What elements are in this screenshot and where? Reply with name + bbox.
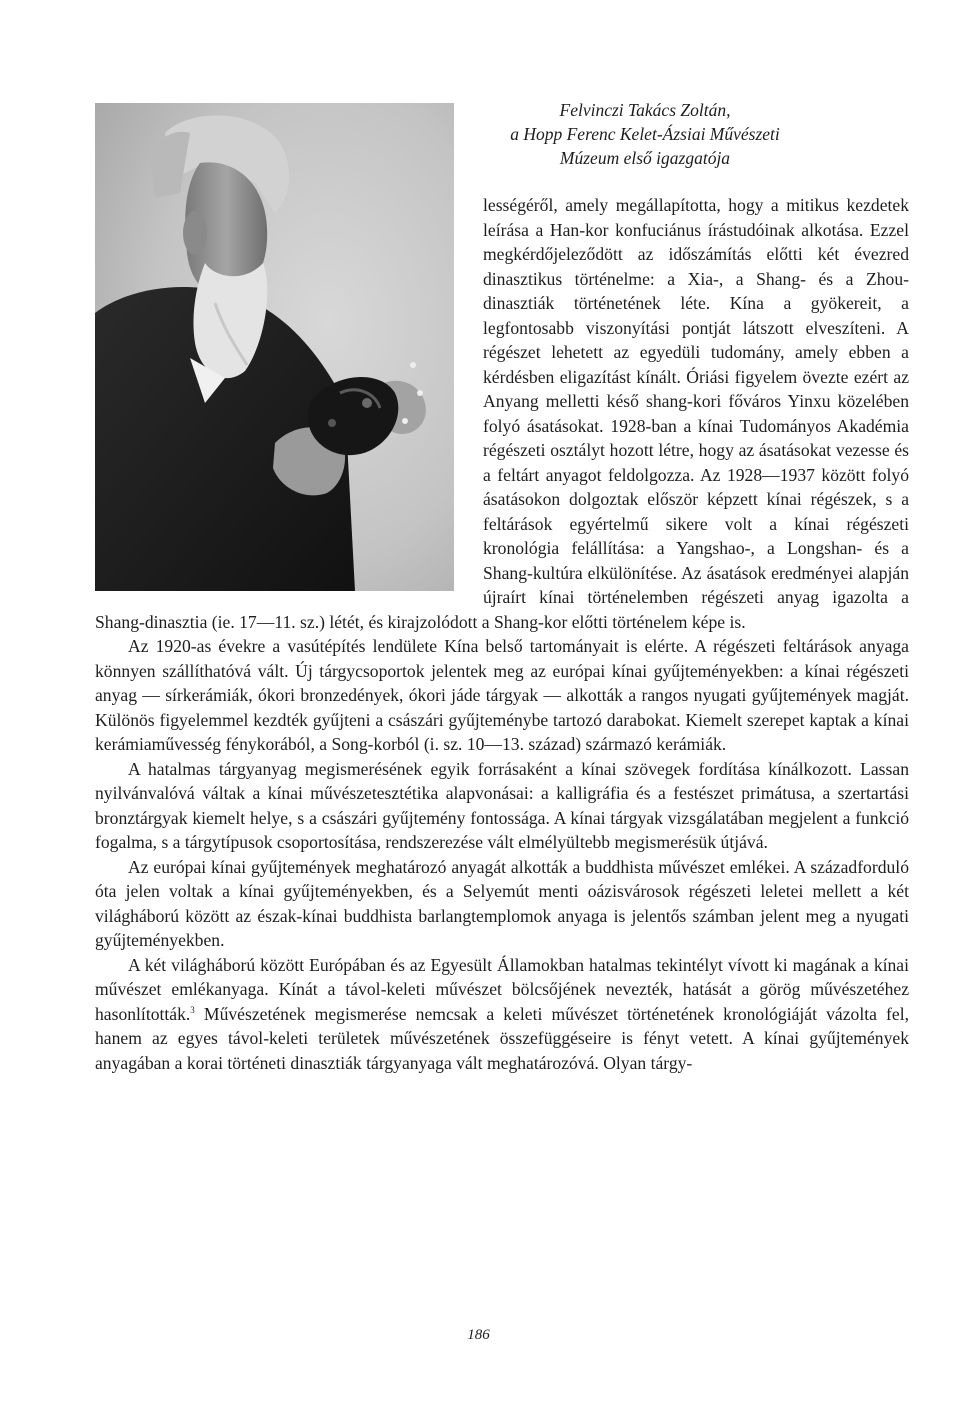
footnote-marker[interactable]: 3 xyxy=(190,1004,195,1015)
body-text xyxy=(95,193,909,1075)
paragraph-5-part-2: Művészetének megismerése nemcsak a keleti művészet történetének kronológiáját vázolta fel, hanem az egyes távol-keleti területek művészetének összefüggéseire is fényt vetett. A kínai gyűjtemények anyagában a korai történeti dinasztiák tárgyanyaga vált meghatározóvá. Olyan tárgy- xyxy=(95,1003,909,1073)
page-number: 186 xyxy=(467,1327,490,1343)
photo-caption xyxy=(480,98,810,170)
paragraph-5 xyxy=(95,953,909,1076)
caption-line-institution: a Hopp Ferenc Kelet-Ázsiai Művészeti xyxy=(510,124,780,144)
paragraph-4: Az európai kínai gyűjtemények meghatározó anyagát alkották a buddhista művészet emlékei. A századforduló óta jelen voltak a kínai gyűjteményekben, és a Selyemút menti oázisvárosok régészeti leletei mellett a két világháború között az észak-kínai buddhista barlangtemplomok anyaga is jelentős számban jelent meg a nyugati gyűjteményekben. xyxy=(95,856,909,950)
paragraph-1: lességéről, amely megállapította, hogy a mitikus kezdetek leírása a Han-kor konfuciánus írástudóinak alkotása. Ezzel megkérdőjeleződött az időszámítás előtti két évezred dinasztikus történelme: a Xia-, a Shang- és a Zhou-dinasztiák történetének léte. Kína a gyökereit, a legfontosabb viszonyítási pontját látszott elveszíteni. A régészet lehetett az egyedüli tudomány, amely ebben a kérdésben eligazítást kínált. Óriási figyelem övezte ezért az Anyang melletti késő shang-kori főváros Yinxu közelében folyó ásatásokat. 1928-ban a kínai Tudományos Akadémia régészeti osztályt hozott létre, hogy az ásatásokat vezesse és a feltárt anyagot feldolgozza. Az 1928—1937 között folyó ásatásokon dolgoztak először képzett kínai régészek, s a feltárások egyértelmű sikere volt a kínai régészeti kronológia felállítása: a Yangshao-, a Longshan- és a Shang-kultúra elkülönítése. Az ásatások eredményei alapján újraírt kínai történelemben régészeti anyag igazolta a Shang-dinasztia (ie. 17—11. sz.) létét, és kirajzolódott a Shang-kor előtti történelem képe is. xyxy=(95,195,909,632)
paragraph-3: A hatalmas tárgyanyag megismerésének egyik forrásaként a kínai szövegek fordítása kínálkozott. Lassan nyilvánvalóvá váltak a kínai művészetesztétika alapvonásai: a kalligráfia és a festészet primátusa, a szertartási bronztárgyak kiemelt helye, s a császári gyűjtemény fontossága. A kínai tárgyak vizsgálatában megjelent a funkció fogalma, s a tárgytípusok csoportosítása, rendszerezése vált elmélyültebb megismerésük útjává. xyxy=(95,758,909,852)
photo-wrap-spacer xyxy=(95,193,483,607)
caption-line-role: Múzeum első igazgatója xyxy=(559,148,731,168)
caption-line-name: Felvinczi Takács Zoltán, xyxy=(559,100,731,120)
paragraph-5-part-1: A két világháború között Európában és az Egyesült Államokban hatalmas tekintélyt vívott ki magának a kínai művészet emlékanyaga. Kínát a távol-keleti művészet bölcsőjének nevezték, hatását a görög művészetéhez hasonlították. xyxy=(95,954,909,1024)
paragraph-2: Az 1920-as évekre a vasútépítés lendülete Kína belső tartományait is elérte. A régészeti feltárások anyaga könnyen szállíthatóvá vált. Új tárgycsoportok jelentek meg az európai kínai gyűjteményekben: a kínai régészeti anyag — sírkerámiák, ókori bronzedények, ókori jáde tárgyak — alkották a rangos nyugati gyűjtemények magját. Különös figyelemmel kezdték gyűjteni a császári gyűjteménybe tartozó darabokat. Kiemelt szerepet kaptak a kínai kerámiaművesség fénykorából, a Song-korból (i. sz. 10—13. század) származó kerámiák. xyxy=(95,636,909,754)
